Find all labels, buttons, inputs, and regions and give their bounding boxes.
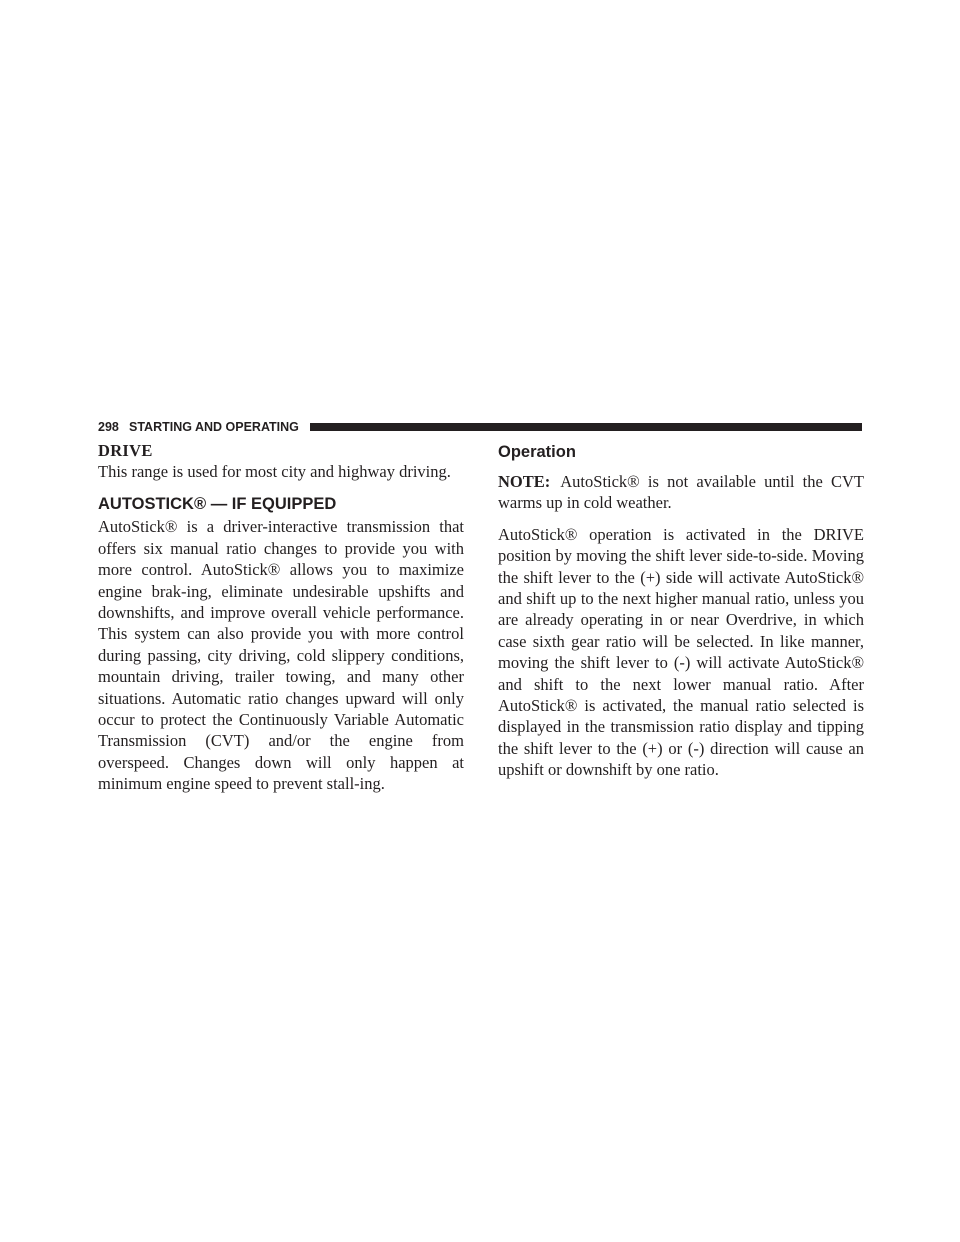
autostick-heading: AUTOSTICK® — IF EQUIPPED [98, 495, 337, 514]
note-paragraph [498, 471, 864, 514]
operation-heading: Operation [498, 443, 576, 461]
page-number: 298 [98, 420, 119, 434]
note-label: NOTE: [498, 472, 551, 491]
header-rule [310, 423, 862, 431]
right-column [498, 440, 864, 781]
section-title: STARTING AND OPERATING [129, 420, 299, 434]
left-column [98, 440, 464, 795]
drive-text: This range is used for most city and highway driving. [98, 462, 451, 481]
drive-heading: DRIVE [98, 441, 153, 460]
page-header [98, 417, 864, 437]
operation-paragraph: AutoStick® operation is activated in the DRIVE position by moving the shift lever side-to-side. Moving the shift lever to the (+) side will activate AutoStick® and shift up to the next higher manual ratio, unless you are already operating in or near Overdrive, in which case sixth gear ratio will be selected. In like manner, moving the shift lever to (-) will activate AutoStick® and shift to the next lower manual ratio. After AutoStick® is activated, the manual ratio selected is displayed in the transmission ratio display and tipping the shift lever to the (+) or (-) direction will cause an upshift or downshift by one ratio. [498, 524, 864, 780]
autostick-paragraph: AutoStick® is a driver-interactive transmission that offers six manual ratio changes to provide you with more control. AutoStick® allows you to maximize engine brak-ing, eliminate undesirable upshifts and downshifts, and improve overall vehicle performance. This system can also provide you with more control during passing, city driving, cold slippery conditions, mountain driving, trailer towing, and many other situations. Automatic ratio changes upward will only occur to protect the Continuously Variable Automatic Transmission (CVT) and/or the engine from overspeed. Changes down will only happen at minimum engine speed to prevent stall-ing. [98, 517, 464, 794]
note-text: AutoStick® is not available until the CVT warms up in cold weather. [498, 472, 864, 513]
